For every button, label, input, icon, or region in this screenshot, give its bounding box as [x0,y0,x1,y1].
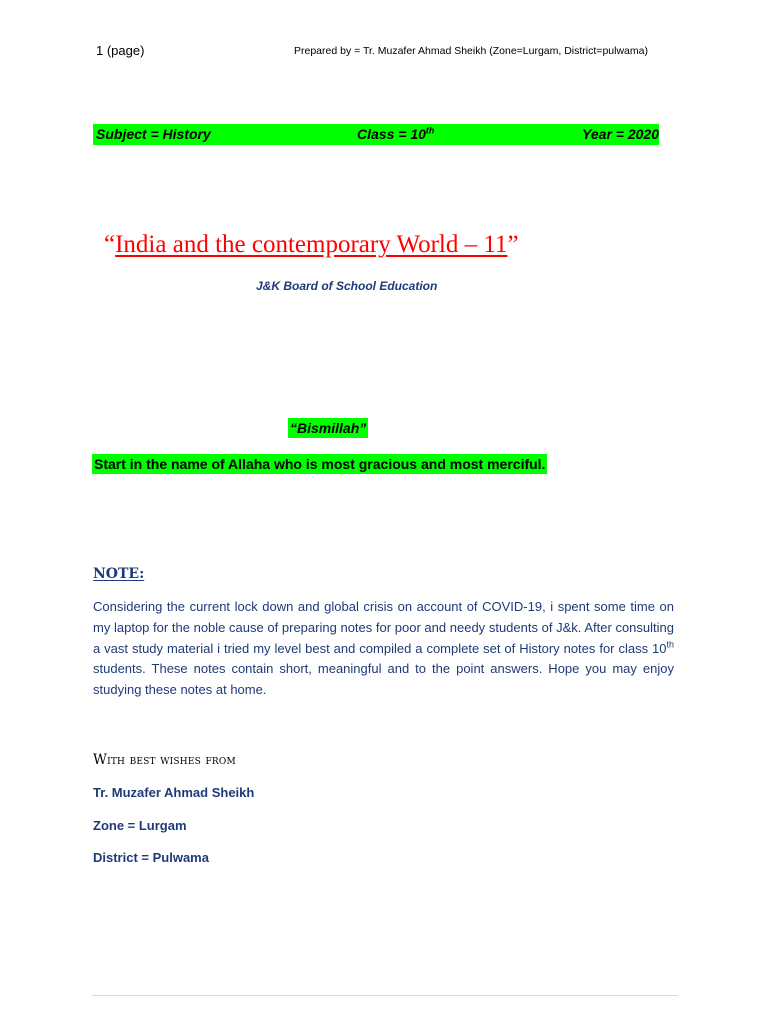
bismillah-heading: “Bismillah” [290,420,367,436]
title-open-quote: “ [104,231,116,258]
subject-label: Subject = History [96,126,211,142]
document-title [104,231,519,259]
class-text: Class = 10 [357,126,426,142]
author-district: District = Pulwama [93,850,209,865]
author-name: Tr. Muzafer Ahmad Sheikh [93,785,255,800]
start-line: Start in the name of Allaha who is most gracious and most merciful. [94,456,546,472]
class-label [357,126,434,142]
title-close-quote: ” [507,231,519,258]
footer-divider [92,995,678,996]
note-text-1: Considering the current lock down and global crisis on account of COVID-19, i spent some time on my laptop for the noble cause of preparing notes for poor and needy students of J&k. After consulting a vast study material i tried my level best and compiled a complete set of History notes for class 10 [93,599,674,656]
best-wishes: With best wishes from [93,752,236,768]
note-body [93,597,674,701]
board-name: J&K Board of School Education [256,279,438,293]
page-number: 1 (page) [96,43,145,58]
title-text: India and the contemporary World – 11 [115,231,508,258]
class-superscript: th [425,125,435,136]
subject-bar [93,124,659,145]
year-label: Year = 2020 [582,126,659,142]
author-zone: Zone = Lurgam [93,818,187,833]
prepared-by: Prepared by = Tr. Muzafer Ahmad Sheikh (Zone=Lurgam, District=pulwama) [294,45,648,57]
note-heading: NOTE: [93,566,145,582]
note-superscript: th [666,639,674,650]
note-text-2: students. These notes contain short, meaningful and to the point answers. Hope you may enjoy studying these notes at home. [93,661,674,698]
